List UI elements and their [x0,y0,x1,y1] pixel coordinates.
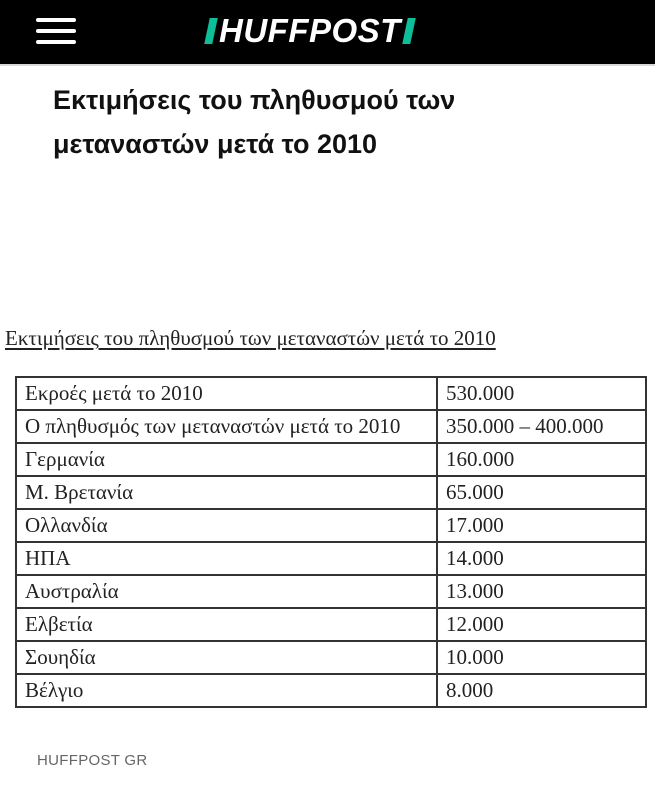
row-label: Μ. Βρετανία [16,476,437,509]
menu-line [36,18,76,22]
row-value: 8.000 [437,674,646,707]
row-label: Σουηδία [16,641,437,674]
image-credit: HUFFPOST GR [37,752,148,769]
table-row [16,476,646,509]
row-label: Βέλγιο [16,674,437,707]
image-caption: Εκτιμήσεις του πληθυσμού των μεταναστών μετά το 2010 [5,326,496,350]
row-label: Ολλανδία [16,509,437,542]
table-row [16,575,646,608]
table-row [16,641,646,674]
table-row [16,542,646,575]
row-label: ΗΠΑ [16,542,437,575]
logo-text: HUFFPOST [219,12,401,49]
table-row [16,608,646,641]
row-value: 14.000 [437,542,646,575]
row-value: 160.000 [437,443,646,476]
table-row [16,674,646,707]
row-value: 13.000 [437,575,646,608]
row-value: 10.000 [437,641,646,674]
row-value: 530.000 [437,377,646,410]
huffpost-logo[interactable] [207,14,413,48]
top-bar [0,0,655,66]
logo-right-bar [402,18,416,44]
row-value: 12.000 [437,608,646,641]
logo-left-bar [204,18,218,44]
table-row [16,443,646,476]
row-value: 17.000 [437,509,646,542]
row-value: 65.000 [437,476,646,509]
row-label: Γερμανία [16,443,437,476]
row-value: 350.000 – 400.000 [437,410,646,443]
article-image [0,320,655,720]
row-label: Αυστραλία [16,575,437,608]
row-label: Ο πληθυσμός των μεταναστών μετά το 2010 [16,410,437,443]
row-label: Ελβετία [16,608,437,641]
table-row [16,377,646,410]
table-row [16,509,646,542]
menu-line [36,40,76,44]
menu-line [36,29,76,33]
hamburger-menu-icon[interactable] [36,18,76,44]
migration-table [15,376,647,708]
table-row [16,410,646,443]
article-headline: Εκτιμήσεις του πληθυσμού των μεταναστών μετά το 2010 [53,85,456,159]
row-label: Εκροές μετά το 2010 [16,377,437,410]
